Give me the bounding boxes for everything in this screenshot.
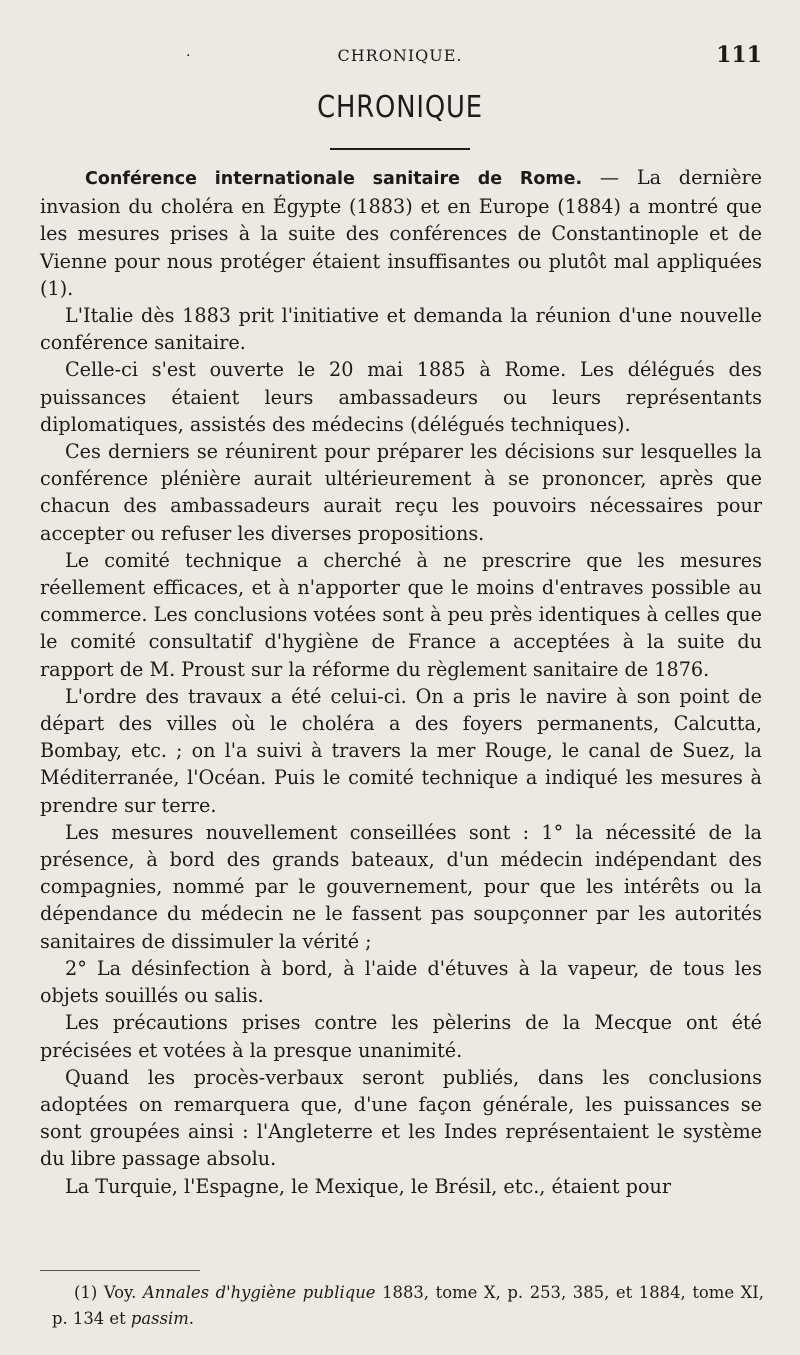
paragraph: L'ordre des travaux a été celui-ci. On a pris le navire à son point de départ des villes où le choléra a des foyers permanents, Calcutta, Bombay, etc. ; on l'a suivi à travers la mer Rouge, le canal de Suez, la Méditerranée, l'Océan. Puis le comité technique a indiqué les mesures à prendre sur terre. xyxy=(40,684,762,817)
paragraph: Le comité technique a cherché à ne prescrire que les mesures réellement efficaces, et à n'apporter que le moins d'entraves possible au commerce. Les conclusions votées sont à peu près identiques à celles que le comité consultatif d'hygiène de France a acceptées à la suite du rapport de M. Proust sur la réforme du règlement sanitaire de 1876. xyxy=(40,548,762,681)
footnote-passim: passim xyxy=(130,1309,189,1328)
footnote xyxy=(52,1280,764,1332)
section-heading: Conférence internationale sanitaire de Rome. xyxy=(85,169,583,189)
paragraph-text: — La dernière invasion du choléra en Égypte (1883) et en Europe (1884) a montré que les mesures prises à la suite des conférences de Constantinople et de Vienne pour nous protéger étaient insuffisantes ou plutôt mal appliquées (1). xyxy=(40,166,762,300)
footnote-rule xyxy=(40,1270,200,1271)
footnote-end: . xyxy=(188,1309,194,1328)
title-rule xyxy=(330,148,470,150)
header-dot: · xyxy=(186,48,191,64)
footnote-reference: 1883, tome X, p. 253, 385, et 1884, tome XI, p. 134 et xyxy=(52,1283,764,1328)
paragraph: La Turquie, l'Espagne, le Mexique, le Brésil, etc., étaient pour xyxy=(65,1174,672,1198)
running-header xyxy=(0,42,800,70)
running-title: CHRONIQUE. xyxy=(337,46,463,65)
page-number: 111 xyxy=(716,42,762,68)
chapter-title: CHRONIQUE xyxy=(317,90,483,125)
paragraph: L'Italie dès 1883 prit l'initiative et demanda la réunion d'une nouvelle conférence sanitaire. xyxy=(40,304,762,355)
paragraph: Les mesures nouvellement conseillées sont : 1° la nécessité de la présence, à bord des grands bateaux, d'un médecin indépendant des compagnies, nommé par le gouvernement, pour que les intérêts ou la dépendance du médecin ne le fassent pas soupçonner par les autorités sanitaires de dissimuler la vérité ; xyxy=(40,820,762,953)
paragraph xyxy=(40,164,762,302)
footnote-journal: Annales d'hygiène publique xyxy=(142,1283,376,1302)
paragraph: Les précautions prises contre les pèlerins de la Mecque ont été précisées et votées à la presque unanimité. xyxy=(40,1011,762,1062)
footnote-text xyxy=(52,1280,764,1332)
paragraph: Celle-ci s'est ouverte le 20 mai 1885 à Rome. Les délégués des puissances étaient leurs ambassadeurs ou leurs représentants diplomatiques, assistés des médecins (délégués techniques). xyxy=(40,358,762,436)
article-body xyxy=(40,164,762,1200)
footnote-prefix: (1) Voy. xyxy=(74,1283,143,1302)
paragraph: Ces derniers se réunirent pour préparer les décisions sur lesquelles la conférence plénière aurait ultérieurement à se prononcer, après que chacun des ambassadeurs aurait reçu les pouvoirs nécessaires pour accepter ou refuser les diverses propositions. xyxy=(40,440,762,545)
paragraph: Quand les procès-verbaux seront publiés, dans les conclusions adoptées on remarquera que, d'une façon générale, les puissances se sont groupées ainsi : l'Angleterre et les Indes représentaient le système du libre passage absolu. xyxy=(40,1065,762,1171)
paragraph: 2° La désinfection à bord, à l'aide d'étuves à la vapeur, de tous les objets souillés ou salis. xyxy=(40,956,762,1008)
